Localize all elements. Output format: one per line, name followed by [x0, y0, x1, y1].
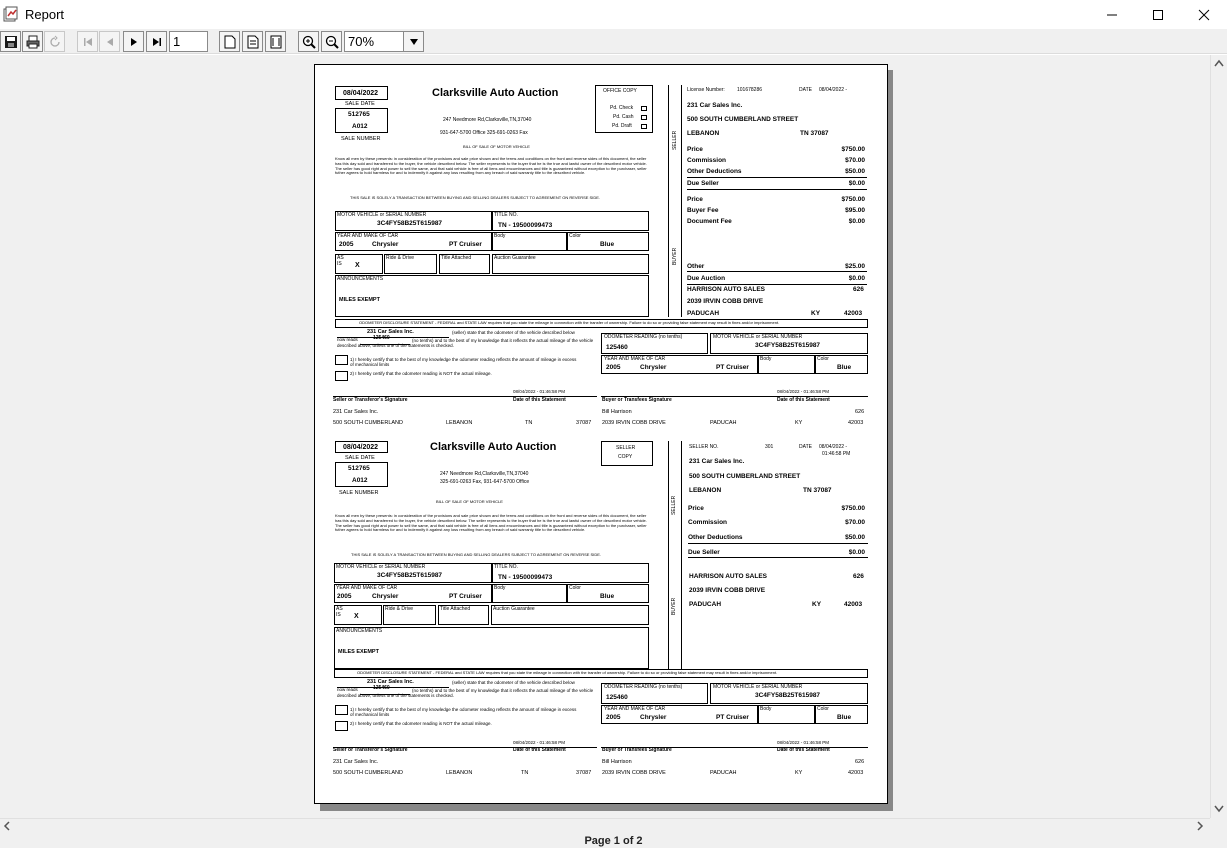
seller-side-label-2: SELLER	[671, 495, 677, 515]
odo-cert-1: 1) I hereby certify that to the best of my knowledge the odometer reading reflects the amount of mileage in excess of mechanical limits	[350, 357, 577, 368]
model-value: PT Cruiser	[449, 241, 482, 248]
header-date-value-2: 08/04/2022 -	[819, 444, 848, 450]
title-no-label: TITLE NO.	[494, 212, 518, 218]
seller-statement-datetime: 08/04/2022 - 01:46:58 PM	[513, 389, 566, 394]
summary-buyer-number-2: 626	[853, 573, 864, 580]
summary-buyer-address: 2039 IRVIN COBB DRIVE	[687, 298, 764, 305]
summary-buyer-state: KY	[811, 310, 821, 317]
body-label: Body	[494, 233, 506, 239]
summary-seller-city-2: LEBANON	[689, 487, 722, 494]
last-page-button[interactable]	[146, 31, 167, 52]
odo-body-label-2: Body	[760, 706, 772, 712]
sig-seller-address: 500 SOUTH CUMBERLAND	[333, 420, 403, 426]
seller-signature-label-2: Seller or Transferor's Signature	[333, 747, 408, 753]
maximize-icon	[1152, 9, 1164, 21]
sale-number-bottom-2: A012	[352, 477, 368, 484]
other-value: $25.00	[845, 263, 865, 270]
sig-buyer-number-2: 626	[855, 759, 865, 765]
buyer-statement-datetime: 08/04/2022 - 01:46:58 PM	[777, 389, 830, 394]
bill-of-sale-title-2: BILL OF SALE OF MOTOR VEHICLE	[436, 499, 503, 504]
summary-buyer-city-2: PADUCAH	[689, 601, 722, 608]
due-auction-label: Due Auction	[687, 275, 726, 282]
make-value: Chrysler	[372, 241, 399, 248]
header-date-label: DATE	[799, 87, 812, 93]
seller-date-label: Date of this Statement	[513, 397, 566, 403]
sig-seller-state: TN	[525, 420, 533, 426]
odo-body-label: Body	[760, 356, 772, 362]
header-time-value-2: 01:46:58 PM	[822, 451, 851, 457]
minimize-icon	[1106, 9, 1118, 21]
sig-buyer-city: PADUCAH	[710, 420, 737, 426]
vin-label: MOTOR VEHICLE or SERIAL NUMBER	[337, 212, 427, 218]
actual-size-button[interactable]	[219, 31, 240, 52]
odo-vin-label: MOTOR VEHICLE or SERIAL NUMBER	[713, 334, 803, 340]
sig-buyer-state-2: KY	[795, 770, 803, 776]
reload-icon	[48, 35, 62, 49]
summary-buyer-name-2: HARRISON AUTO SALES	[689, 573, 768, 580]
buyer-price-value: $750.00	[841, 196, 865, 203]
zoom-in-button[interactable]	[298, 31, 319, 52]
horizontal-scrollbar[interactable]	[0, 818, 1210, 832]
odo-color-label-2: Color	[817, 706, 829, 712]
pd-cash-label: Pd. Cash	[613, 114, 634, 120]
sale-date-label: SALE DATE	[345, 101, 375, 107]
odo-make-value-2: Chrysler	[640, 714, 667, 721]
sig-seller-address-2: 500 SOUTH CUMBERLAND	[333, 770, 403, 776]
report-page	[314, 64, 888, 804]
summary-seller-name-2: 231 Car Sales Inc.	[689, 458, 745, 465]
commission-value: $70.00	[845, 157, 865, 164]
seller-price-label: Price	[687, 146, 703, 153]
odo-make-value: Chrysler	[640, 364, 667, 371]
summary-seller-state-zip-2: TN 37087	[803, 487, 832, 494]
year-make-label-2: YEAR AND MAKE OF CAR	[336, 585, 398, 591]
first-page-button[interactable]	[77, 31, 98, 52]
due-seller-label: Due Seller	[687, 180, 719, 187]
first-page-icon	[82, 36, 94, 48]
announcement-text: MILES EXEMPT	[339, 297, 380, 303]
auction-address-2: 247 Needmore Rd,Clarksville,TN,37040	[440, 471, 529, 477]
odo-vin-label-2: MOTOR VEHICLE or SERIAL NUMBER	[713, 684, 803, 690]
seller-no-value: 301	[765, 444, 774, 450]
buyer-date-label-2: Date of this Statement	[777, 747, 830, 753]
odo-tenths-text: (no tenths) and to the best of my knowledge that it reflects the actual mileage of the vehicle described above, unless one of the statements is checked.	[337, 338, 594, 349]
summary-seller-name: 231 Car Sales Inc.	[687, 102, 743, 109]
announcements-label-2: ANNOUNCEMENTS	[336, 628, 383, 634]
scroll-right-icon[interactable]	[1196, 821, 1204, 831]
status-bar	[0, 832, 1227, 848]
seller-side-label: SELLER	[672, 130, 678, 150]
next-page-icon	[128, 36, 140, 48]
fit-page-button[interactable]	[242, 31, 263, 52]
summary-buyer-name: HARRISON AUTO SALES	[687, 286, 766, 293]
as-is-mark-2: X	[354, 613, 359, 620]
as-is-label: AS IS	[337, 255, 344, 267]
odometer-reading-label: ODOMETER READING (no tenths)	[604, 334, 683, 340]
license-number-value: 101678286	[737, 87, 763, 93]
reload-button[interactable]	[44, 31, 65, 52]
sale-date-label-2: SALE DATE	[345, 455, 375, 461]
scroll-up-icon[interactable]	[1214, 59, 1224, 67]
title-attached-label-2: Title Attached	[440, 606, 471, 612]
pd-draft-label: Pd. Draft	[612, 123, 632, 129]
odometer-reading-value-2: 125460	[606, 694, 628, 701]
buyer-fee-value: $95.00	[845, 207, 865, 214]
pd-check-label: Pd. Check	[610, 105, 634, 111]
odo-year-value: 2005	[606, 364, 621, 371]
buyer-side-label: BUYER	[672, 247, 678, 265]
sale-date-value-2: 08/04/2022	[343, 444, 379, 451]
odo-color-value-2: Blue	[837, 714, 852, 721]
odo-year-make-label: YEAR AND MAKE OF CAR	[604, 356, 666, 362]
pd-draft-checkbox[interactable]	[641, 124, 647, 129]
odo-seller-statement-2: (seller) state that the odometer of the vehicle described below	[452, 680, 575, 685]
sig-buyer-zip: 42003	[848, 420, 864, 426]
transaction-note-2: THIS SALE IS SOLELY A TRANSACTION BETWEEN BUYING AND SELLING DEALERS SUBJECT TO AGREEMENT ON REVERSE SIDE.	[351, 552, 601, 557]
summary-buyer-address-2: 2039 IRVIN COBB DRIVE	[689, 587, 766, 594]
summary-seller-address-2: 500 SOUTH CUMBERLAND STREET	[689, 473, 801, 480]
odo-cert-1-2: 1) I hereby certify that to the best of my knowledge the odometer reading reflects the amount of mileage in excess of mechanical limits	[350, 707, 577, 718]
title-attached-label: Title Attached	[441, 255, 472, 261]
sig-buyer-address-2: 2039 IRVIN COBB DRIVE	[602, 770, 666, 776]
body-label-2: Body	[494, 585, 506, 591]
seller-no-label: SELLER NO.	[689, 444, 719, 450]
buyer-price-label: Price	[687, 196, 703, 203]
other-deductions-value-2: $50.00	[845, 534, 865, 541]
last-page-icon	[151, 36, 163, 48]
save-icon	[4, 35, 18, 49]
header-date-value: 08/04/2022 -	[819, 87, 848, 93]
pd-cash-checkbox[interactable]	[641, 115, 647, 120]
maximize-button[interactable]	[1135, 0, 1181, 29]
odo-tenths-text-2: (no tenths) and to the best of my knowledge that it reflects the actual mileage of the vehicle described above, unless one of the statements is checked.	[337, 688, 594, 699]
odo-cert-2-checkbox[interactable]	[335, 371, 348, 381]
buyer-signature-label-2: Buyer or Transfees Signature	[602, 747, 672, 753]
seller-price-value-2: $750.00	[841, 505, 865, 512]
year-make-label: YEAR AND MAKE OF CAR	[337, 233, 399, 239]
year-value-2: 2005	[337, 593, 352, 600]
sig-buyer-city-2: PADUCAH	[710, 770, 737, 776]
sig-seller-name-2: 231 Car Sales Inc.	[333, 759, 379, 765]
zoom-out-icon	[325, 35, 339, 49]
sale-number-top: 512765	[348, 111, 370, 118]
report-toolbar	[0, 29, 1227, 54]
summary-buyer-state-2: KY	[812, 601, 822, 608]
vin-value-2: 3C4FY58B25T615987	[377, 572, 443, 579]
odometer-reading-label-2: ODOMETER READING (no tenths)	[604, 684, 683, 690]
odo-model-value-2: PT Cruiser	[716, 714, 749, 721]
title-no-label-2: TITLE NO.	[494, 564, 518, 570]
auction-guarantee-label: Auction Guarantee	[494, 255, 536, 261]
pd-check-checkbox[interactable]	[641, 106, 647, 111]
buyer-side-label-2: BUYER	[671, 597, 677, 615]
summary-seller-address: 500 SOUTH CUMBERLAND STREET	[687, 116, 799, 123]
odo-model-value: PT Cruiser	[716, 364, 749, 371]
zoom-in-icon	[302, 35, 316, 49]
odometer-reading-value: 125460	[606, 344, 628, 351]
odo-cert-2-2: 2) I hereby certify that the odometer reading is NOT the actual mileage.	[350, 721, 492, 726]
seller-copy-label-2: COPY	[618, 454, 633, 460]
seller-price-value: $750.00	[841, 146, 865, 153]
odo-reading-inline-2: 125460	[373, 685, 390, 691]
auction-name-2: Clarksville Auto Auction	[430, 441, 557, 453]
auction-phones-2: 325-691-0263 Fax, 931-647-5700 Office	[440, 479, 530, 485]
document-fee-value: $0.00	[848, 218, 865, 225]
color-value-2: Blue	[600, 593, 615, 600]
page-number-input[interactable]: 1	[169, 31, 208, 52]
title-no-value-2: TN - 19500099473	[498, 574, 553, 581]
summary-buyer-number: 626	[853, 286, 864, 293]
title-bar	[0, 0, 1227, 29]
minimize-button[interactable]	[1089, 0, 1135, 29]
as-is-mark: X	[355, 262, 360, 269]
sig-seller-zip: 37087	[576, 420, 592, 426]
legal-text: Know all men by these presents: in consideration of the provisions and sale price shown and the terms and conditions on the front and reverse sides of this document, the seller has this day sold and transferred to the buyer, the vehicle described below. The seller represents to the buyer that he is the true and lawful owner of the described motor vehicle. The seller has good right and power to sell the same, and that said vehicle is free of all liens and encumbrances and title is guaranteed without exception to the purchaser, seller futher agrees to hold harmless for and to indemnify it against any loss resulting from any breach of said warranty title to the described vehicle.	[335, 156, 647, 176]
odo-cert-1-checkbox[interactable]	[335, 355, 348, 365]
color-value: Blue	[600, 241, 615, 248]
sale-number-label: SALE NUMBER	[341, 136, 381, 142]
announcement-text-2: MILES EXEMPT	[338, 649, 379, 655]
odo-color-label: Color	[817, 356, 829, 362]
fit-page-icon	[247, 35, 259, 49]
document-fee-label: Document Fee	[687, 218, 732, 225]
odo-now-reads-2: now reads	[337, 687, 358, 692]
commission-label-2: Commission	[688, 519, 728, 526]
as-is-label-2: AS IS	[336, 606, 343, 618]
sig-buyer-address: 2039 IRVIN COBB DRIVE	[602, 420, 666, 426]
commission-value-2: $70.00	[845, 519, 865, 526]
announcements-label: ANNOUNCEMENTS	[337, 276, 384, 282]
summary-buyer-zip: 42003	[844, 310, 863, 317]
sale-number-bottom: A012	[352, 123, 368, 130]
auction-name: Clarksville Auto Auction	[432, 87, 559, 99]
odo-reading-inline: 125460	[373, 335, 390, 341]
odo-seller-statement: (seller) state that the odometer of the vehicle described below	[452, 330, 575, 335]
title-no-value: TN - 19500099473	[498, 222, 553, 229]
sig-buyer-signer-2: Bill Harrison	[602, 759, 632, 765]
print-button[interactable]	[22, 31, 43, 52]
buyer-signature-label: Buyer or Transfees Signature	[602, 397, 672, 403]
odo-vin-value-2: 3C4FY58B25T615987	[755, 692, 821, 699]
summary-seller-city: LEBANON	[687, 130, 720, 137]
due-seller-label-2: Due Seller	[688, 549, 720, 556]
odometer-disclosure-2: ODOMETER DISCLOSURE STATEMENT - FEDERAL and STATE LAW requires that you state the mileage in connection with the transfer of ownership. Failure to do so or providing false statement may result in fines and/or imprisonment.	[357, 670, 778, 675]
sig-buyer-state: KY	[795, 420, 803, 426]
fit-width-button[interactable]	[265, 31, 286, 52]
odo-cert-1-checkbox-2[interactable]	[335, 705, 348, 715]
make-value-2: Chrysler	[372, 593, 399, 600]
auction-guarantee-label-2: Auction Guarantee	[493, 606, 535, 612]
page-indicator: Page 1 of 2	[584, 835, 643, 847]
print-icon	[26, 35, 40, 49]
odo-year-make-label-2: YEAR AND MAKE OF CAR	[604, 706, 666, 712]
prev-page-icon	[104, 36, 116, 48]
seller-signature-label: Seller or Transferor's Signature	[333, 397, 408, 403]
other-deductions-value: $50.00	[845, 168, 865, 175]
transaction-note: THIS SALE IS SOLELY A TRANSACTION BETWEEN BUYING AND SELLING DEALERS SUBJECT TO AGREEMENT ON REVERSE SIDE.	[350, 195, 600, 200]
window-title: Report	[25, 7, 65, 22]
buyer-date-label: Date of this Statement	[777, 397, 830, 403]
sale-number-top-2: 512765	[348, 465, 370, 472]
close-button[interactable]	[1181, 0, 1227, 29]
buyer-fee-label: Buyer Fee	[687, 207, 719, 214]
scroll-left-icon[interactable]	[3, 821, 11, 831]
header-date-label-2: DATE	[799, 444, 812, 450]
fit-width-icon	[269, 35, 283, 49]
model-value-2: PT Cruiser	[449, 593, 482, 600]
scroll-down-icon[interactable]	[1214, 805, 1224, 813]
auction-phones: 931-647-5700 Office 325-691-0263 Fax	[440, 130, 528, 136]
odo-year-value-2: 2005	[606, 714, 621, 721]
sig-seller-zip-2: 37087	[576, 770, 592, 776]
seller-price-label-2: Price	[688, 505, 704, 512]
color-label: Color	[569, 233, 581, 239]
auction-address: 247 Needmore Rd,Clarksville,TN,37040	[443, 117, 532, 123]
prev-page-button[interactable]	[99, 31, 120, 52]
other-label: Other	[687, 263, 705, 270]
zoom-select[interactable]: 70%	[344, 31, 404, 52]
sig-seller-city: LEBANON	[446, 420, 473, 426]
due-auction-value: $0.00	[848, 275, 865, 282]
due-seller-value: $0.00	[848, 180, 865, 187]
odo-vin-value: 3C4FY58B25T615987	[755, 342, 821, 349]
office-copy-label: OFFICE COPY	[603, 88, 637, 94]
save-button[interactable]	[0, 31, 21, 52]
odo-seller-name-2: 231 Car Sales Inc.	[367, 679, 414, 685]
bill-of-sale-title: BILL OF SALE OF MOTOR VEHICLE	[463, 144, 530, 149]
seller-date-label-2: Date of this Statement	[513, 747, 566, 753]
sig-buyer-number: 626	[855, 409, 865, 415]
vin-value: 3C4FY58B25T615987	[377, 220, 443, 227]
close-icon	[1198, 9, 1210, 21]
license-number-label: License Number:	[687, 87, 725, 93]
seller-copy-label-1: SELLER	[616, 445, 636, 451]
sale-number-label-2: SALE NUMBER	[339, 490, 379, 496]
legal-text-2: Know all men by these presents: in consideration of the provisions and sale price shown and the terms and conditions on the front and reverse sides of this document, the seller has this day sold and transferred to the buyer, the vehicle described below. The seller represents to the buyer that he is the true and lawful owner of the described motor vehicle. The seller has good right and power to sell the same, and that said vehicle is free of all liens and encumbrances and title is guaranteed without exception to the purchaser, seller futher agrees to hold harmless for and to indemnify it against any loss resulting from any breach of said warranty title to the described vehicle.	[335, 513, 647, 533]
next-page-button[interactable]	[123, 31, 144, 52]
summary-buyer-zip-2: 42003	[844, 601, 863, 608]
color-label-2: Color	[569, 585, 581, 591]
sig-seller-city-2: LEBANON	[446, 770, 473, 776]
odo-now-reads: now reads	[337, 337, 358, 342]
vin-label-2: MOTOR VEHICLE or SERIAL NUMBER	[336, 564, 426, 570]
year-value: 2005	[339, 241, 354, 248]
sig-seller-state-2: TN	[521, 770, 529, 776]
ride-drive-label-2: Ride & Drive	[385, 606, 414, 612]
scroll-corner	[1210, 818, 1227, 832]
sig-buyer-signer: Bill Harrison	[602, 409, 632, 415]
report-app-icon	[3, 6, 19, 22]
odo-cert-2: 2) I hereby certify that the odometer reading is NOT the actual mileage.	[350, 371, 492, 376]
other-deductions-label-2: Other Deductions	[688, 534, 743, 541]
odometer-disclosure: ODOMETER DISCLOSURE STATEMENT - FEDERAL and STATE LAW requires that you state the mileage in connection with the transfer of ownership. Failure to do so or providing false statement may result in fines and/or imprisonment.	[359, 320, 780, 325]
sale-date-value: 08/04/2022	[343, 90, 379, 97]
odo-cert-2-checkbox-2[interactable]	[335, 721, 348, 731]
actual-size-icon	[224, 35, 236, 49]
commission-label: Commission	[687, 157, 727, 164]
dropdown-icon	[409, 38, 419, 46]
vertical-scrollbar[interactable]	[1210, 55, 1227, 818]
seller-statement-datetime-2: 08/04/2022 - 01:46:58 PM	[513, 740, 566, 745]
odo-color-value: Blue	[837, 364, 852, 371]
buyer-statement-datetime-2: 08/04/2022 - 01:46:58 PM	[777, 740, 830, 745]
zoom-out-button[interactable]	[321, 31, 342, 52]
ride-drive-label: Ride & Drive	[386, 255, 415, 261]
summary-seller-state-zip: TN 37087	[800, 130, 829, 137]
odo-seller-name: 231 Car Sales Inc.	[367, 329, 414, 335]
summary-buyer-city: PADUCAH	[687, 310, 720, 317]
due-seller-value-2: $0.00	[848, 549, 865, 556]
zoom-dropdown-button[interactable]	[403, 31, 424, 52]
sig-seller-name: 231 Car Sales Inc.	[333, 409, 379, 415]
other-deductions-label: Other Deductions	[687, 168, 742, 175]
sig-buyer-zip-2: 42003	[848, 770, 864, 776]
